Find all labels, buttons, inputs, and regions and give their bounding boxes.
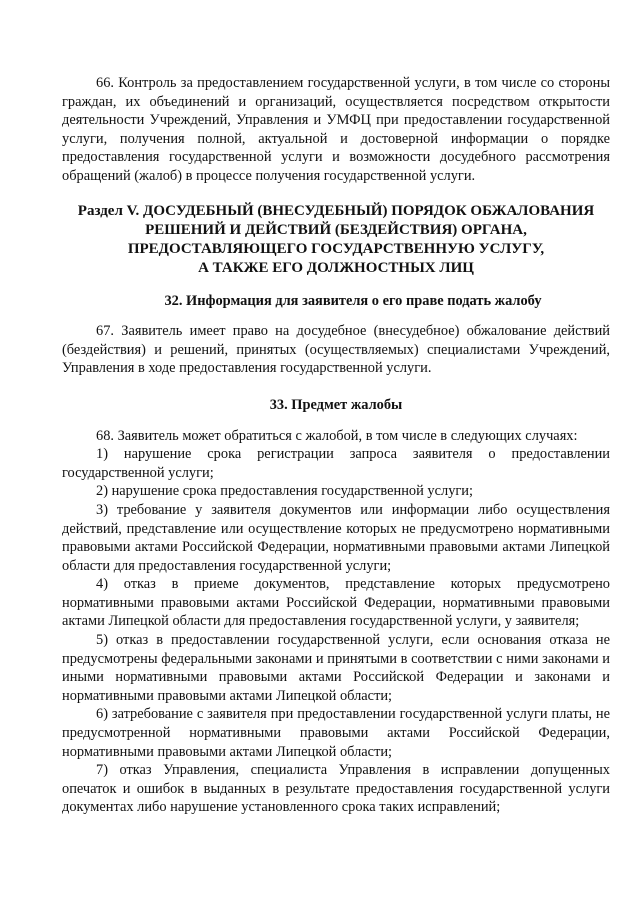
paragraph-66: 66. Контроль за предоставлением государственной услуги, в том числе со стороны граждан, их объединений и организаций, осуществляется посредством открытости деятельности Учреждений, Управления и УМФЦ при предоставлении государственной услуги, получения полной, актуальной и достоверной информации о порядке предоставления государственной услуги и возможности досудебного рассмотрения обращений (жалоб) в процессе получения государственной услуги.: [62, 75, 610, 184]
subsection-33-title: 33. Предмет жалобы: [269, 396, 403, 413]
paragraph-67: 67. Заявитель имеет право на досудебное (внесудебное) обжалование действий (бездействия) и решений, принятых (осуществляемых) специалистами Учреждений, Управления в ходе предоставления государственной услуги.: [62, 323, 610, 377]
list-item-5: 5) отказ в предоставлении государственной услуги, если основания отказа не предусмотрены федеральными законами и принятыми в соответствии с ними законами и иными нормативными правовыми актами Российской Федерации и законами и нормативными правовыми актами Липецкой области;: [62, 632, 610, 704]
section-5-title-line-1: Раздел V. ДОСУДЕБНЫЙ (ВНЕСУДЕБНЫЙ) ПОРЯДОК ОБЖАЛОВАНИЯ: [77, 202, 595, 219]
paragraph-68-intro: 68. Заявитель может обратиться с жалобой, в том числе в следующих случаях:: [96, 427, 578, 444]
list-item-2: 2) нарушение срока предоставления государственной услуги;: [96, 483, 473, 500]
section-5-title: [62, 202, 610, 278]
list-item-6: 6) затребование с заявителя при предоставлении государственной услуги платы, не предусмотренной нормативными правовыми актами Российской Федерации, нормативными правовыми актами Липецкой области;: [62, 706, 610, 760]
document-page: [62, 74, 610, 817]
subsection-32-title: 32. Информация для заявителя о его праве подать жалобу: [164, 292, 542, 309]
list-item-7: 7) отказ Управления, специалиста Управления в исправлении допущенных опечаток и ошибок в выданных в результате предоставления государственной услуги документах либо нарушение установленного срока таких исправлений;: [62, 762, 610, 816]
section-5-title-line-2: РЕШЕНИЙ И ДЕЙСТВИЙ (БЕЗДЕЙСТВИЯ) ОРГАНА,: [145, 221, 527, 238]
list-item-1: 1) нарушение срока регистрации запроса заявителя о предоставлении государственной услуги;: [62, 446, 610, 481]
section-5-title-line-3: ПРЕДОСТАВЛЯЮЩЕГО ГОСУДАРСТВЕННУЮ УСЛУГУ,: [127, 240, 545, 257]
list-item-4: 4) отказ в приеме документов, представление которых предусмотрено нормативными правовыми актами Российской Федерации, нормативными правовыми актами Липецкой области для предоставления государственной услуги, у заявителя;: [62, 576, 610, 630]
list-item-3: 3) требование у заявителя документов или информации либо осуществления действий, представление или осуществление которых не предусмотрено нормативными правовыми актами Российской Федерации, нормативными правовыми актами Липецкой области для предоставления государственной услуги;: [62, 501, 610, 574]
section-5-title-line-4: А ТАКЖЕ ЕГО ДОЛЖНОСТНЫХ ЛИЦ: [198, 259, 474, 276]
